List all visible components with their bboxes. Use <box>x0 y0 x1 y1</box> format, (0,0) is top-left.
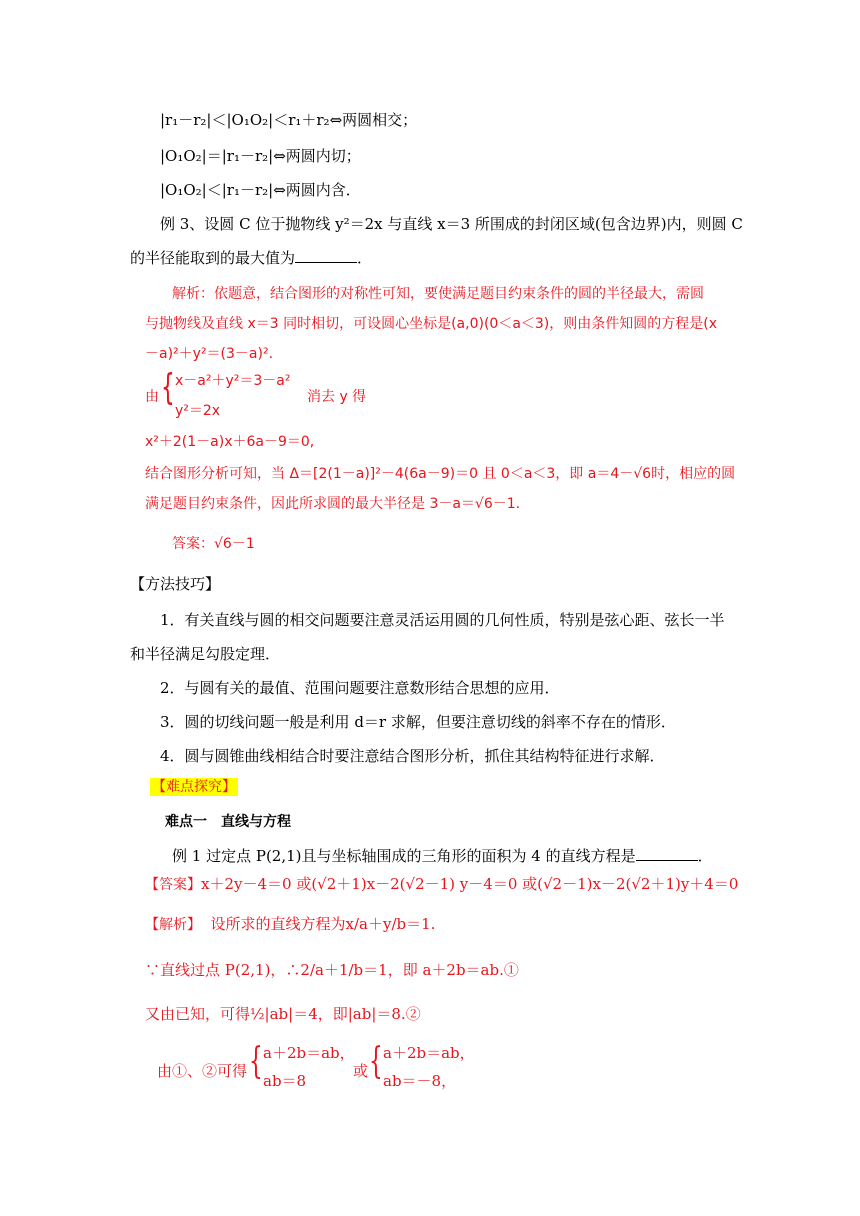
system-b-row-1: a＋2b＝ab， <box>383 1044 475 1062</box>
left-brace-icon: { <box>369 1041 383 1082</box>
example-1-answer: 【答案】x＋2y－4＝0 或(√2＋1)x－2(√2－1) y－4＝0 或(√2－1)x－2(√2＋1)y＋4＝0 <box>145 875 739 893</box>
solution3-p2: 与抛物线及直线 x＝3 同时相切，可设圆心坐标是(a,0)(0＜a＜3)，则由条件知圆的方程是(x <box>145 316 718 332</box>
method-tip-3: 3．圆的切线问题一般是利用 d＝r 求解，但要注意切线的斜率不存在的情形． <box>160 713 676 731</box>
system-row-1: x－a²＋y²＝3－a² <box>175 373 291 389</box>
condition-intersect: |r₁－r₂|＜|O₁O₂|＜r₁＋r₂⇔两圆相交； <box>160 111 418 129</box>
system-a-row-2: ab＝8 <box>263 1072 307 1090</box>
system-a-row-1: a＋2b＝ab， <box>263 1044 355 1062</box>
solution3-p1: 解析：依题意，结合图形的对称性可知，要使满足题目约束条件的圆的半径最大，需圆 <box>172 286 704 302</box>
difficult-subheading: 难点一 直线与方程 <box>165 814 291 830</box>
system-b-row-2: ab＝－8， <box>383 1072 457 1090</box>
solution-step-2: ∵直线过点 P(2,1)，∴2/a＋1/b＝1，即 a＋2b＝ab.① <box>145 961 519 979</box>
solution3-p5: 结合图形分析可知，当 Δ＝[2(1－a)]²－4(6a－9)＝0 且 0＜a＜3，即 a＝4－√6时，相应的圆 <box>145 466 736 482</box>
example-3-text-cont: 的半径能取到的最大值为 ． <box>130 249 373 267</box>
solution3-p4: x²＋2(1－a)x＋6a－9＝0, <box>145 434 315 450</box>
solution3-p3: －a)²＋y²＝(3－a)². <box>145 346 274 362</box>
method-tip-2: 2．与圆有关的最值、范围问题要注意数形结合思想的应用． <box>160 679 560 697</box>
system-suffix: 消去 y 得 <box>307 389 367 405</box>
system-row-2: y²＝2x <box>175 403 221 419</box>
example-1-text: 例 1 过定点 P(2,1)且与坐标轴围成的三角形的面积为 4 的直线方程是 ． <box>172 847 713 865</box>
left-brace-icon: { <box>161 367 175 408</box>
method-heading: 【方法技巧】 <box>130 575 221 593</box>
step-4-or: 或 <box>353 1062 369 1080</box>
difficult-tag: 【难点探究】 <box>152 779 236 795</box>
solution-step-4 <box>145 1038 545 1094</box>
example-1-solution: 【解析】 设所求的直线方程为x/a＋y/b＝1. <box>145 915 436 933</box>
answer-blank <box>636 846 698 861</box>
example-3-text: 例 3、设圆 C 位于抛物线 y²＝2x 与直线 x＝3 所围成的封闭区域(包含边界)内，则圆 C <box>160 215 743 233</box>
condition-internal-tangent: |O₁O₂|＝|r₁－r₂|⇔两圆内切； <box>160 147 361 165</box>
system-prefix: 由 <box>145 389 159 405</box>
left-brace-icon: { <box>249 1041 263 1082</box>
solution3-system <box>145 364 445 424</box>
method-tip-1: 1．有关直线与圆的相交问题要注意灵活运用圆的几何性质，特别是弦心距、弦长一半 <box>160 611 725 629</box>
step-4-prefix: 由①、②可得 <box>157 1062 248 1080</box>
solution3-p6: 满足题目约束条件，因此所求圆的最大半径是 3－a＝√6－1. <box>145 496 521 512</box>
solution-step-3: 又由已知，可得½|ab|＝4，即|ab|＝8.② <box>145 1005 421 1023</box>
method-tip-4: 4．圆与圆锥曲线相结合时要注意结合图形分析，抓住其结构特征进行求解． <box>160 747 665 765</box>
condition-contained: |O₁O₂|＜|r₁－r₂|⇔两圆内含． <box>160 181 361 199</box>
solution3-answer: 答案：√6－1 <box>172 536 255 552</box>
answer-blank <box>295 248 357 263</box>
method-tip-1-cont: 和半径满足勾股定理． <box>130 645 281 663</box>
